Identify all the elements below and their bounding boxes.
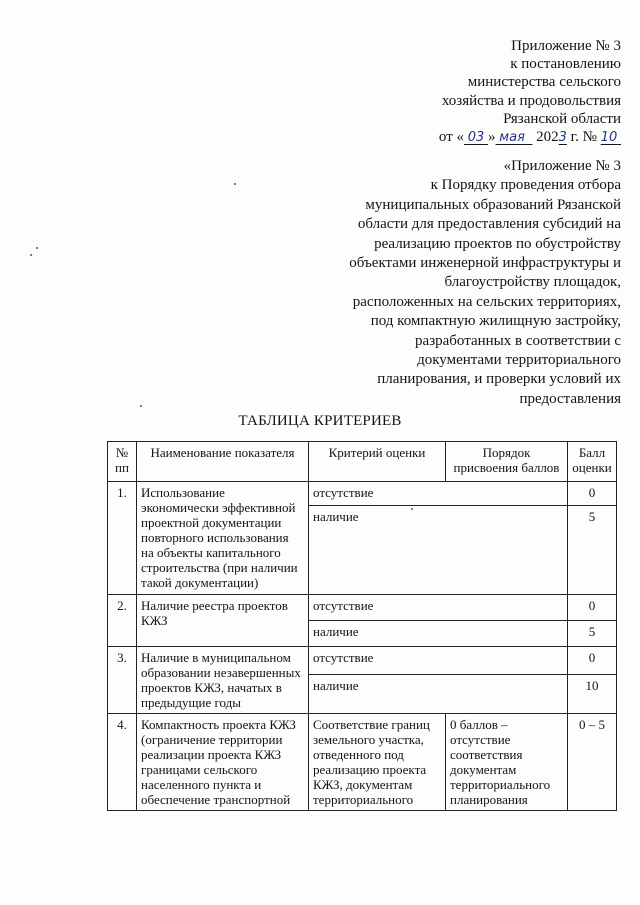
row-score: 0 xyxy=(568,647,617,675)
appendix-line: хозяйства и продовольствия xyxy=(441,92,621,109)
row-criterion: отсутствие xyxy=(309,482,568,506)
row-criterion: наличие xyxy=(309,674,568,713)
row-score: 10 xyxy=(568,674,617,713)
order-appendix-header xyxy=(349,157,621,409)
row-indicator-name: Наличие реестра проектов КЖЗ xyxy=(137,595,309,647)
date-month-handwritten: мая xyxy=(499,130,525,146)
table-header-row xyxy=(108,442,617,482)
table-row xyxy=(108,647,617,675)
header-num: № пп xyxy=(108,442,137,482)
row-score: 0 – 5 xyxy=(568,714,617,811)
order-appendix-line: реализацию проектов по обустройству xyxy=(374,235,621,252)
row-score: 5 xyxy=(568,621,617,647)
row-score: 0 xyxy=(568,595,617,621)
header-criterion: Критерий оценки xyxy=(309,442,446,482)
order-appendix-line: расположенных на сельских территориях, xyxy=(352,293,621,310)
scan-speck xyxy=(140,405,142,407)
table-row xyxy=(108,595,617,621)
row-score: 0 xyxy=(568,482,617,506)
appendix-line: к постановлению xyxy=(510,56,621,73)
table-row xyxy=(108,482,617,506)
appendix-line: Рязанской области xyxy=(503,110,621,127)
order-appendix-line: к Порядку проведения отбора xyxy=(430,177,621,194)
order-appendix-line: документами территориального xyxy=(417,352,621,369)
date-year-handwritten: 3 xyxy=(558,130,567,146)
order-appendix-line: предоставления xyxy=(519,390,621,407)
resolution-date-line xyxy=(439,128,621,147)
order-appendix-line: муниципальных образований Рязанской xyxy=(365,196,621,213)
date-number-label: г. № xyxy=(570,129,597,146)
row-indicator-name: Наличие в муниципальном образовании незавершенных проектов КЖЗ, начатых в предыдущие годы xyxy=(137,647,309,714)
appendix-line: Приложение № 3 xyxy=(511,38,621,54)
order-appendix-line: планирования, и проверки условий их xyxy=(377,371,621,388)
date-year-prefix: 202 xyxy=(536,129,559,146)
scan-speck xyxy=(234,183,236,185)
order-appendix-line: под компактную жилищную застройку, xyxy=(370,313,621,330)
order-appendix-line: разработанных в соответствии с xyxy=(415,332,621,349)
row-score: 5 xyxy=(568,506,617,595)
row-num: 3. xyxy=(108,647,137,714)
order-appendix-line: объектами инженерной инфраструктуры и xyxy=(349,255,621,272)
scan-speck xyxy=(30,254,32,256)
row-num: 2. xyxy=(108,595,137,647)
header-name: Наименование показателя xyxy=(137,442,309,482)
header-procedure: Порядок присвоения баллов xyxy=(446,442,568,482)
row-num: 4. xyxy=(108,714,137,811)
date-year-field xyxy=(559,129,567,145)
table-row xyxy=(108,714,617,811)
row-criterion: отсутствие xyxy=(309,595,568,621)
table-title: ТАБЛИЦА КРИТЕРИЕВ xyxy=(238,413,402,429)
resolution-appendix-header xyxy=(439,37,621,147)
order-appendix-line: благоустройству площадок, xyxy=(444,274,621,291)
row-criterion: Соответствие границ земельного участка, отведенного под реализацию проекта КЖЗ, документам территориального xyxy=(309,714,446,811)
date-day-field xyxy=(464,129,488,145)
row-criterion: наличие xyxy=(309,621,568,647)
resolution-number-handwritten: 10 xyxy=(600,130,618,146)
date-day-handwritten: 03 xyxy=(467,130,485,146)
row-indicator-name: Использование экономически эффективной проектной документации повторного использования на объекты капитального строительства (при наличии такой документации) xyxy=(137,482,309,595)
row-criterion: отсутствие xyxy=(309,647,568,675)
row-criterion: наличие xyxy=(309,506,568,595)
scan-speck xyxy=(36,247,38,249)
order-appendix-line: области для предоставления субсидий на xyxy=(357,216,621,233)
header-score: Балл оценки xyxy=(568,442,617,482)
order-appendix-line: «Приложение № 3 xyxy=(503,158,621,174)
appendix-line: министерства сельского xyxy=(467,74,621,91)
date-prefix: от « xyxy=(438,129,464,146)
date-separator: » xyxy=(488,129,496,146)
row-num: 1. xyxy=(108,482,137,595)
criteria-table xyxy=(107,441,617,811)
row-indicator-name: Компактность проекта КЖЗ (ограничение территории реализации проекта КЖЗ границами сельского населенного пункта и обеспечение транспортной xyxy=(137,714,309,811)
resolution-number-field xyxy=(601,129,621,145)
date-month-field xyxy=(496,129,533,145)
row-procedure: 0 баллов – отсутствие соответствия документам территориального планирования xyxy=(446,714,568,811)
